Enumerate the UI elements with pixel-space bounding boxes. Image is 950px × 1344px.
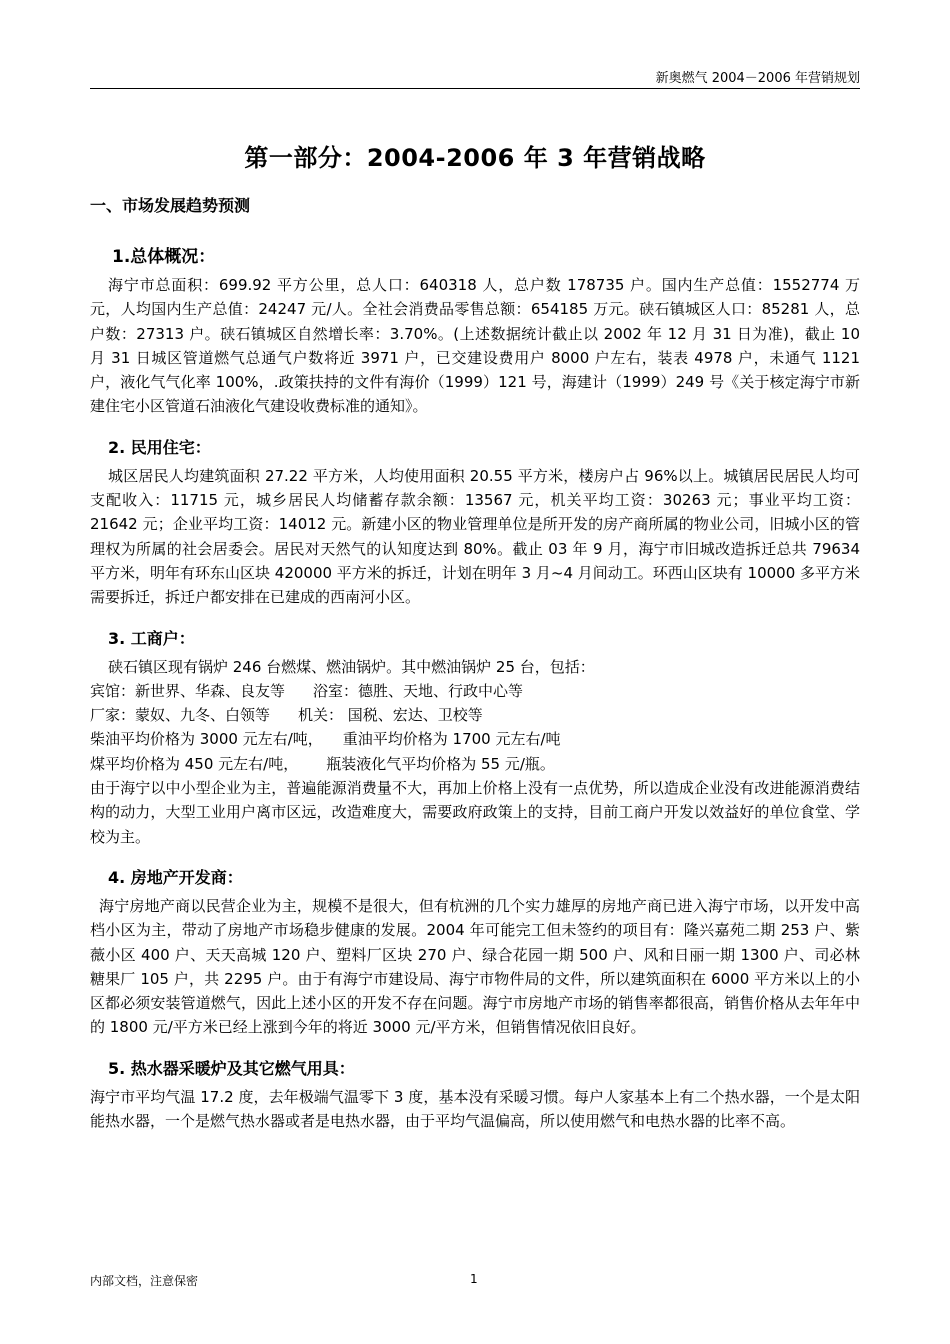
commercial-line-1: 宾馆：新世界、华森、良友等 浴室：德胜、天地、行政中心等 [90,681,524,700]
section-heading: 一、市场发展趋势预测 [90,196,251,215]
appliances-paragraph: 海宁市平均气温 17.2 度，去年极端气温零下 3 度，基本没有采暖习惯。每户人家基本上有二个热水器，一个是太阳能热水器，一个是燃气热水器或者是电热水器，由于平均气温偏高，所以使用燃气和电热水器的比率不高。 [90,1087,860,1131]
real-estate-paragraph: 海宁房地产商以民营企业为主，规模不是很大，但有杭洲的几个实力雄厚的房地产商已进入海宁市场，以开发中高档小区为主，带动了房地产市场稳步健康的发展。2004 年可能完工但未签约的项目有：隆兴嘉苑二期 253 户、紫薇小区 400 户、天天高城 120 户、塑料厂区块 270 户、绿合花园一期 500 户、风和日丽一期 1300 户、司必林糖果厂 105 户，共 2295 户。由于有海宁市建设局、海宁市物件局的文件，所以建筑面积在 6000 平方米以上的小区都必须安装管道燃气，因此上述小区的开发不存在问题。海宁市房地产市场的销售率都很高，销售价格从去年年中的 1800 元/平方米已经上涨到今年的将近 3000 元/平方米，但销售情况依旧良好。 [90,896,860,1037]
commercial-line-2: 厂家：蒙奴、九冬、白领等 机关： 国税、宏达、卫校等 [90,706,483,725]
subsection-heading-commercial: 3. 工商户： [108,628,195,648]
commercial-intro: 硖石镇区现有锅炉 246 台燃煤、燃油锅炉。其中燃油锅炉 25 台，包括： [108,657,595,676]
footer-confidential-note: 内部文档，注意保密 [90,1274,199,1288]
header-title: 新奥燃气 2004－2006 年营销规划 [655,71,860,86]
commercial-paragraph: 由于海宁以中小型企业为主，普遍能源消费量不大，再加上价格上没有一点优势，所以造成企业没有改进能源消费结构的动力，大型工业用户离市区远，改造难度大，需要政府政策上的支持，目前工商户开发以效益好的单位食堂、学校为主。 [90,779,860,846]
commercial-line-4: 煤平均价格为 450 元左右/吨， 瓶装液化气平均价格为 55 元/瓶。 [90,754,555,773]
subsection-heading-appliances: 5. 热水器采暖炉及其它燃气用具： [108,1058,355,1078]
subsection-heading-real-estate: 4. 房地产开发商： [108,867,243,887]
page-header [90,66,860,89]
subsection-heading-overview: 1.总体概况： [112,247,216,267]
commercial-line-3: 柴油平均价格为 3000 元左右/吨， 重油平均价格为 1700 元左右/吨 [90,730,561,749]
document-body [90,130,860,1133]
subsection-heading-residential: 2. 民用住宅： [108,437,211,457]
page-number: 1 [470,1272,478,1286]
overview-paragraph: 海宁市总面积：699.92 平方公里，总人口：640318 人，总户数 178735 户。国内生产总值：1552774 万元，人均国内生产总值：24247 元/人。全社会消费品零售总额：654185 万元。硖石镇城区人口：85281 人，总户数：27313 户。硖石镇城区自然增长率：3.70%。(上述数据统计截止以 2002 年 12 月 31 日为准)，截止 10 月 31 日城区管道燃气总通气户数将近 3971 户，已交建设费用户 8000 户左右，装表 4978 户，未通气 1121 户，液化气气化率 100%，.政策扶持的文件有海价（1999）121 号，海建计（1999）249 号《关于核定海宁市新建住宅小区管道石油液化气建设收费标准的通知》。 [90,276,860,416]
page-title: 第一部分：2004-2006 年 3 年营销战略 [244,144,706,172]
residential-paragraph: 城区居民人均建筑面积 27.22 平方米，人均使用面积 20.55 平方米，楼房户占 96%以上。城镇居民居民人均可支配收入：11715 元，城乡居民人均储蓄存款余额：13567 元，机关平均工资：30263 元；事业平均工资：21642 元；企业平均工资：14012 元。新建小区的物业管理单位是所开发的房产商所属的物业公司，旧城小区的管理权为所属的社会居委会。居民对天然气的认知度达到 80%。截止 03 年 9 月，海宁市旧城改造拆迁总共 79634 平方米，明年有环东山区块 420000 平方米的拆迁，计划在明年 3 月~4 月间动工。环西山区块有 10000 多平方米需要拆迁，拆迁户都安排在已建成的西南河小区。 [90,466,861,607]
